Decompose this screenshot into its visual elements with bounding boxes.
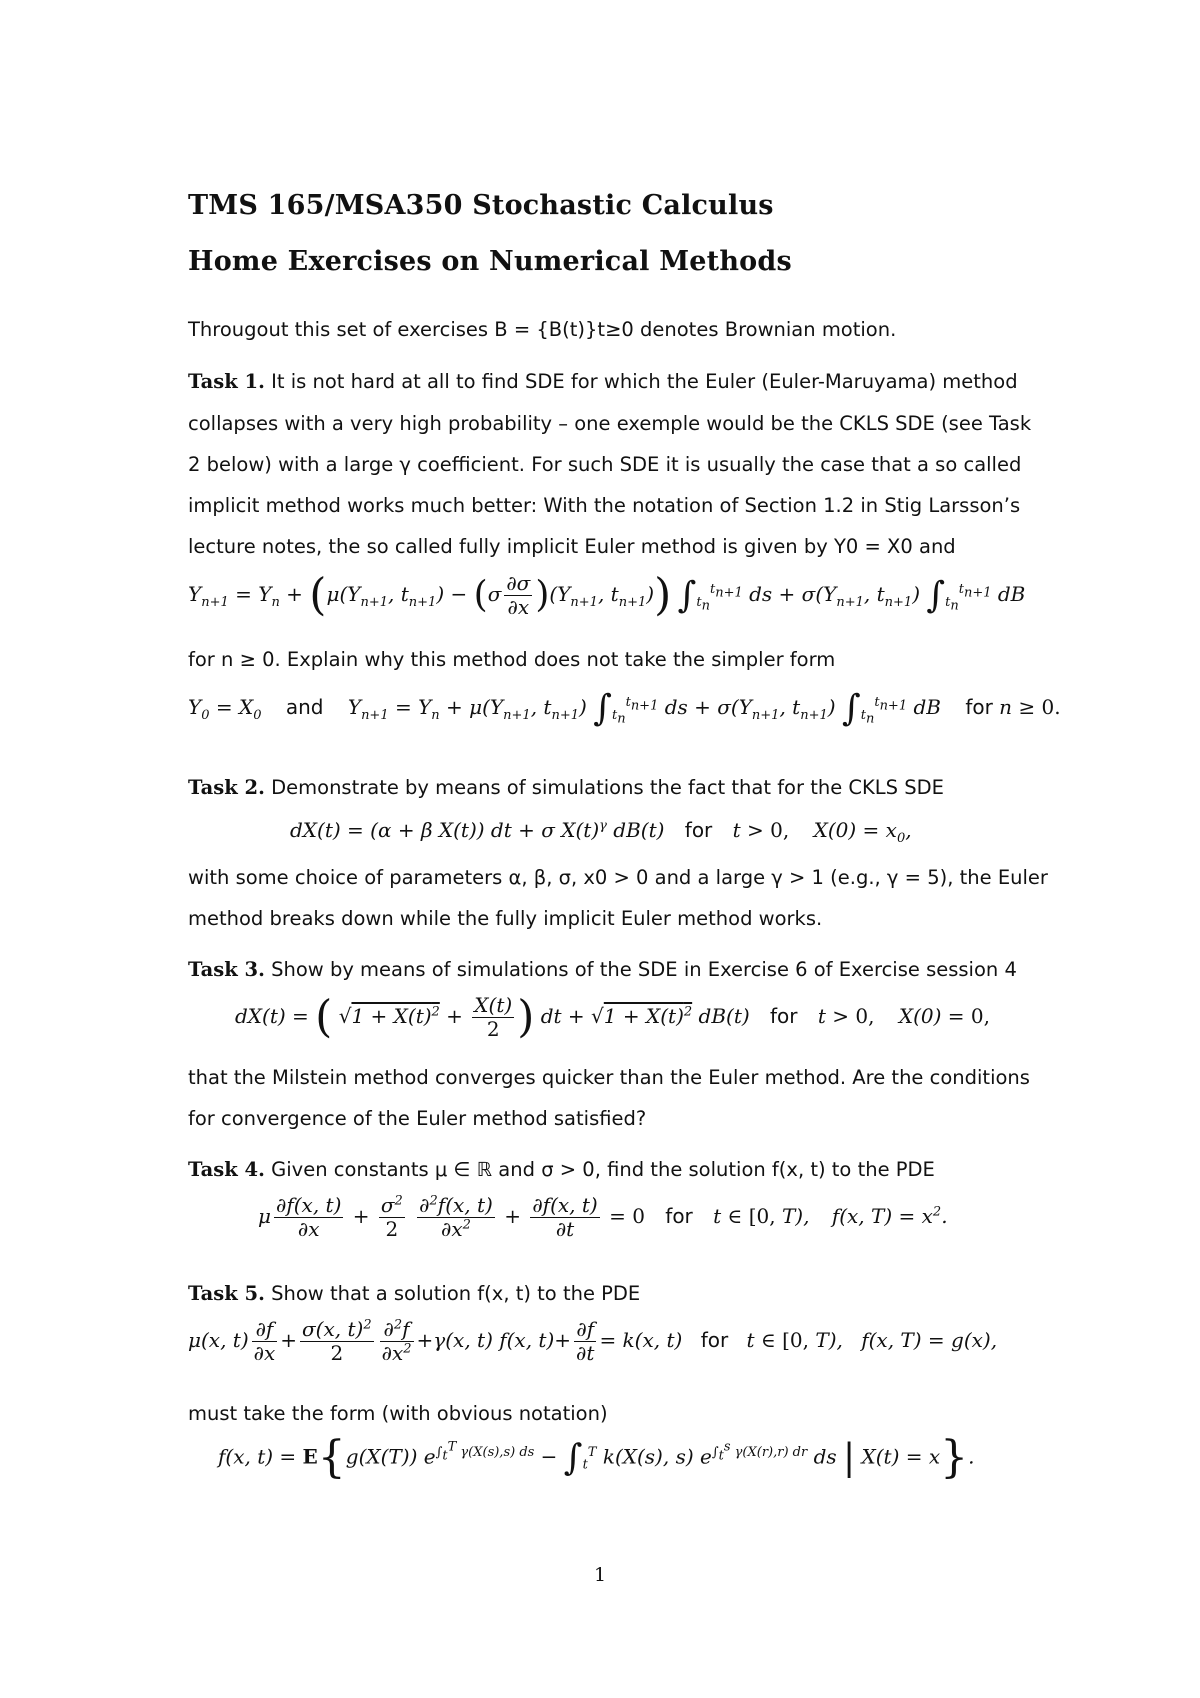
task1-line-4: lecture notes, the so called fully implicit Euler method is given by Y0 = X0 and bbox=[188, 535, 956, 558]
task1-after-equation: for n ≥ 0. Explain why this method does not take the simpler form bbox=[188, 648, 836, 671]
task2-heading: Task 2. bbox=[188, 776, 265, 799]
task4-line-1: Given constants μ ∈ ℝ and σ > 0, find the solution f(x, t) to the PDE bbox=[271, 1158, 935, 1181]
task3-line-1: Show by means of simulations of the SDE in Exercise 6 of Exercise session 4 bbox=[271, 958, 1017, 981]
task1-line-1: collapses with a very high probability – one exemple would be the CKLS SDE (see Task bbox=[188, 412, 1032, 435]
task1-heading: Task 1. bbox=[188, 370, 265, 393]
document-title: TMS 165/MSA350 Stochastic Calculus bbox=[188, 190, 774, 221]
equation-task3-sde: dX(t) = ( $√1 + X(t)^2$ + $\frac{X(t)}{2}$ ) dt + $√1 + X(t)^2$ dB(t) for t > 0, X(0) = 0, bbox=[235, 991, 990, 1043]
task4-heading: Task 4. bbox=[188, 1158, 265, 1181]
equation-task5-solution: f(x, t) = E{g(X(T)) $e^{\int_t^T \gamma(X(s),s) ds} - \int_t^T$ k(X(s), s) $e^{\int_t^s \gamma(X(r),r) dr}$ ds | X(t) = x}. bbox=[218, 1432, 975, 1483]
task2-line-2: with some choice of parameters α, β, σ, x0 > 0 and a large γ > 1 (e.g., γ = 5), the Euler bbox=[188, 866, 1048, 889]
task5-first-line bbox=[188, 1282, 1028, 1305]
task3-line-2: that the Milstein method converges quicker than the Euler method. Are the conditions bbox=[188, 1066, 1030, 1089]
document-subtitle: Home Exercises on Numerical Methods bbox=[188, 246, 792, 277]
task1-line-3: implicit method works much better: With the notation of Section 1.2 in Stig Larsson’s bbox=[188, 494, 1021, 517]
page-number: 1 bbox=[593, 1564, 607, 1586]
equation-simpler-form: $Y_0 = X_0$ and $Y_{n+1} = Y_n + \mu(Y_{n+1}$, $t_{n+1}$) $\int_{t_n}^{t_{n+1}}$ ds + $\sigma(Y_{n+1}$, $t_{n+1}$) $\int_{t_n}^{t_{n+1}}$ dB for n ≥ 0. bbox=[188, 688, 1061, 729]
task1-line-2: 2 below) with a large γ coefficient. For such SDE it is usually the case that a so called bbox=[188, 453, 1022, 476]
task3-heading: Task 3. bbox=[188, 958, 265, 981]
task2-line-1: Demonstrate by means of simulations the fact that for the CKLS SDE bbox=[271, 776, 944, 799]
task1-line-0: It is not hard at all to find SDE for which the Euler (Euler-Maruyama) method bbox=[271, 370, 1018, 393]
task3-line-3: for convergence of the Euler method satisfied? bbox=[188, 1107, 647, 1130]
task5-heading: Task 5. bbox=[188, 1282, 265, 1305]
equation-implicit-euler: $Y_{n+1} = Y_n + (\mu(Y_{n+1}$, $t_{n+1}) - (\sigma$ $\frac{\partial\sigma}{\partial x}$ )($Y_{n+1}$, $t_{n+1}$)) $\int_{t_n}^{t_{n+1}}$ ds + $\sigma(Y_{n+1}$, $t_{n+1}$) $\int_{t_n}^{t_{n+1}}$ dB bbox=[188, 569, 1026, 621]
task1-first-line bbox=[188, 370, 1028, 393]
task5-line-1: Show that a solution f(x, t) to the PDE bbox=[271, 1282, 641, 1305]
equation-ckls: dX(t) = (α + β X(t)) dt + σ $X(t)^\gamma$ dB(t) for t > 0, $X(0) = x_0$, bbox=[290, 818, 912, 846]
equation-task5-pde: μ(x, t) $\frac{\partial f}{\partial x}$ + $\frac{\sigma(x, t)^2}{2}$ $\frac{\partial^2f}{\partial x^2}$ +γ(x, t) f(x, t)+ $\frac{\partial f}{\partial t}$ = k(x, t) for t ∈ [0, T), f(x, T) = g(x), bbox=[188, 1317, 998, 1365]
task5-line-2: must take the form (with obvious notation) bbox=[188, 1402, 608, 1425]
task4-first-line bbox=[188, 1158, 1028, 1181]
task2-first-line bbox=[188, 776, 1028, 799]
equation-task4-pde: μ $\frac{\partial f(x, t)}{\partial x}$ + $\frac{\sigma^2}{2}$ $\frac{\partial^2f(x, t)}{\partial x^2}$ + $\frac{\partial f(x, t)}{\partial t}$ = 0 for t ∈ [0, T), f(x, $T) = x^2$. bbox=[258, 1193, 948, 1241]
task3-first-line bbox=[188, 958, 1028, 981]
intro-text: Througout this set of exercises B = {B(t)}t≥0 denotes Brownian motion. bbox=[188, 318, 897, 341]
task2-line-3: method breaks down while the fully implicit Euler method works. bbox=[188, 907, 823, 930]
